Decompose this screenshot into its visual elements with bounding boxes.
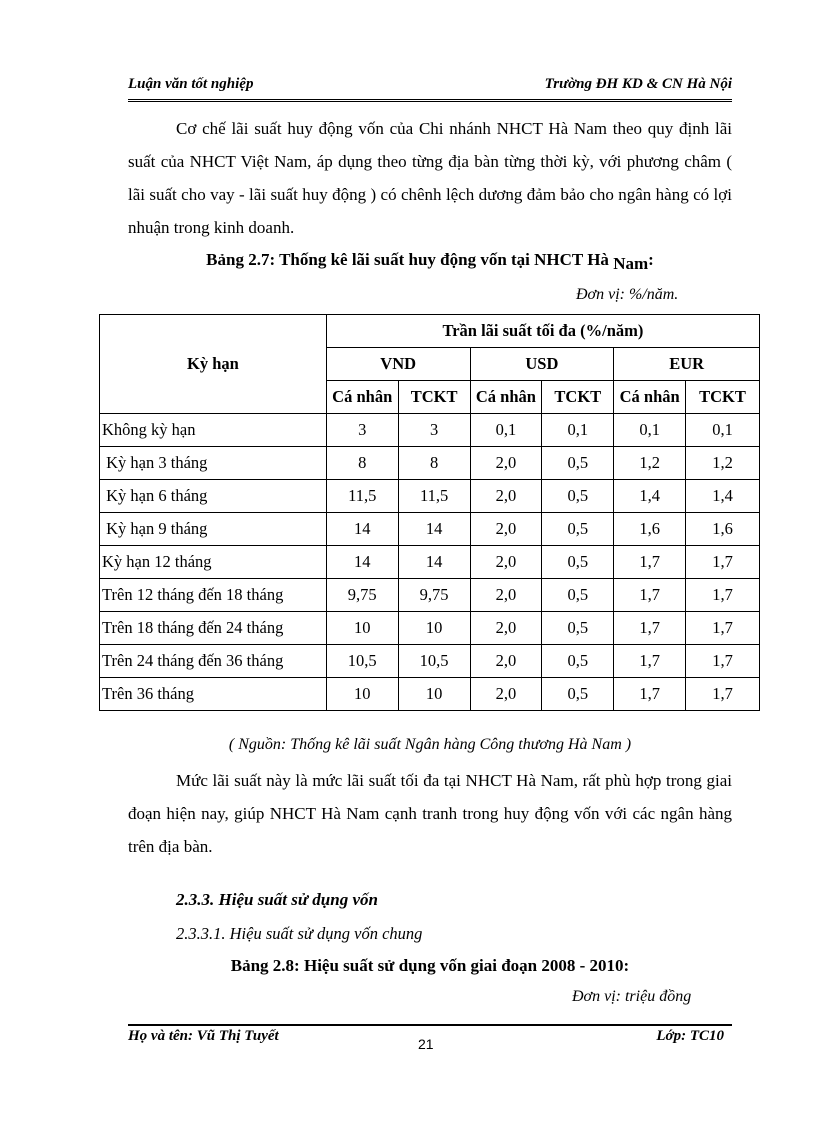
paragraph-interest-mechanism: Cơ chế lãi suất huy động vốn của Chi nhánh NHCT Hà Nam theo quy định lãi suất của NHCT Việt Nam, áp dụng theo từng địa bàn từng thời kỳ, với phương châm ( lãi suất cho vay - lãi suất huy động ) có chênh lệch dương đảm bảo cho ngân hàng có lợi nhuận trong kinh doanh. [128, 119, 732, 237]
rate-cell: 10 [398, 612, 470, 645]
rate-cell: 1,7 [686, 645, 760, 678]
term-cell: Kỳ hạn 3 tháng [100, 447, 327, 480]
currency-header-eur: EUR [614, 348, 760, 381]
term-cell: Kỳ hạn 6 tháng [100, 480, 327, 513]
rate-cell: 10 [326, 612, 398, 645]
rate-cell: 0,5 [542, 678, 614, 711]
rate-cell: 10 [326, 678, 398, 711]
rate-cell: 0,5 [542, 546, 614, 579]
rate-cell: 1,7 [614, 579, 686, 612]
rate-cell: 1,4 [686, 480, 760, 513]
rate-cell: 2,0 [470, 447, 542, 480]
header-divider [128, 99, 732, 102]
rate-cell: 2,0 [470, 480, 542, 513]
rate-cell: 1,7 [614, 612, 686, 645]
customer-type-header: TCKT [542, 381, 614, 414]
rate-cell: 0,5 [542, 447, 614, 480]
table-row [100, 480, 760, 513]
customer-type-header: Cá nhân [614, 381, 686, 414]
ceiling-rate-header: Trần lãi suất tối đa (%/năm) [326, 315, 759, 348]
rate-cell: 9,75 [398, 579, 470, 612]
rate-cell: 0,1 [686, 414, 760, 447]
rate-cell: 14 [398, 546, 470, 579]
table-2-7-caption-main: Bảng 2.7: Thống kê lãi suất huy động vốn tại NHCT Hà [206, 250, 609, 269]
rate-cell: 3 [398, 414, 470, 447]
rate-cell: 0,5 [542, 480, 614, 513]
rate-cell: 2,0 [470, 612, 542, 645]
rate-cell: 10,5 [398, 645, 470, 678]
page-footer [128, 1028, 732, 1050]
rate-cell: 1,7 [686, 678, 760, 711]
customer-type-header: Cá nhân [326, 381, 398, 414]
rate-cell: 1,7 [686, 612, 760, 645]
table-2-8-caption: Bảng 2.8: Hiệu suất sử dụng vốn giai đoạn 2008 - 2010: [230, 956, 630, 975]
rate-cell: 1,6 [686, 513, 760, 546]
rate-cell: 8 [326, 447, 398, 480]
table-2-7-caption-colon: : [648, 250, 654, 269]
footer-author: Họ và tên: Vũ Thị Tuyết [128, 1028, 279, 1044]
section-heading-2-3-3-1: 2.3.3.1. Hiệu suất sử dụng vốn chung [176, 924, 423, 943]
rate-cell: 0,1 [614, 414, 686, 447]
rate-cell: 10,5 [326, 645, 398, 678]
customer-type-header: TCKT [686, 381, 760, 414]
rate-cell: 11,5 [398, 480, 470, 513]
table-row [100, 447, 760, 480]
rate-cell: 14 [326, 546, 398, 579]
rate-cell: 2,0 [470, 678, 542, 711]
rate-cell: 2,0 [470, 546, 542, 579]
table-row [100, 579, 760, 612]
rate-cell: 2,0 [470, 513, 542, 546]
page-number: 21 [418, 1036, 434, 1052]
rate-cell: 1,2 [686, 447, 760, 480]
rate-cell: 1,6 [614, 513, 686, 546]
table-2-7-unit: Đơn vị: %/năm. [576, 286, 679, 303]
rate-cell: 0,5 [542, 513, 614, 546]
rate-cell: 1,7 [686, 579, 760, 612]
table-row [100, 414, 760, 447]
rate-cell: 1,7 [614, 678, 686, 711]
header-university: Trường ĐH KD & CN Hà Nội [544, 76, 732, 92]
header-thesis-title: Luận văn tốt nghiệp [128, 76, 254, 92]
term-cell: Trên 24 tháng đến 36 tháng [100, 645, 327, 678]
term-cell: Kỳ hạn 9 tháng [100, 513, 327, 546]
rate-cell: 11,5 [326, 480, 398, 513]
section-heading-2-3-3: 2.3.3. Hiệu suất sử dụng vốn [176, 890, 378, 909]
rate-cell: 1,2 [614, 447, 686, 480]
rate-cell: 0,5 [542, 645, 614, 678]
rate-cell: 9,75 [326, 579, 398, 612]
currency-header-vnd: VND [326, 348, 470, 381]
term-cell: Trên 36 tháng [100, 678, 327, 711]
rate-cell: 3 [326, 414, 398, 447]
rate-cell: 0,1 [542, 414, 614, 447]
table-2-7-source: ( Nguồn: Thống kê lãi suất Ngân hàng Công thương Hà Nam ) [228, 736, 632, 753]
term-cell: Không kỳ hạn [100, 414, 327, 447]
currency-header-usd: USD [470, 348, 614, 381]
table-row [100, 546, 760, 579]
rate-cell: 14 [326, 513, 398, 546]
paragraph-rate-conclusion: Mức lãi suất này là mức lãi suất tối đa tại NHCT Hà Nam, rất phù hợp trong giai đoạn hiện nay, giúp NHCT Hà Nam cạnh tranh trong huy động vốn với các ngân hàng trên địa bàn. [128, 771, 732, 856]
rate-cell: 0,1 [470, 414, 542, 447]
rate-cell: 2,0 [470, 645, 542, 678]
term-cell: Kỳ hạn 12 tháng [100, 546, 327, 579]
rate-cell: 10 [398, 678, 470, 711]
rate-cell: 0,5 [542, 612, 614, 645]
rate-cell: 1,7 [614, 645, 686, 678]
customer-type-header: TCKT [398, 381, 470, 414]
interest-rate-table [99, 314, 760, 711]
footer-divider [128, 1024, 732, 1026]
term-cell: Trên 18 tháng đến 24 tháng [100, 612, 327, 645]
rate-cell: 1,7 [614, 546, 686, 579]
rate-cell: 0,5 [542, 579, 614, 612]
table-row [100, 513, 760, 546]
table-2-7-caption [128, 250, 732, 273]
table-row [100, 645, 760, 678]
customer-type-header: Cá nhân [470, 381, 542, 414]
rate-cell: 14 [398, 513, 470, 546]
page-header [128, 76, 732, 96]
footer-class: Lớp: TC10 [656, 1028, 724, 1044]
term-column-header: Kỳ hạn [100, 315, 327, 414]
table-row [100, 612, 760, 645]
term-cell: Trên 12 tháng đến 18 tháng [100, 579, 327, 612]
rate-cell: 8 [398, 447, 470, 480]
rate-cell: 2,0 [470, 579, 542, 612]
table-2-8-unit: Đơn vị: triệu đồng [572, 988, 692, 1005]
table-row [100, 678, 760, 711]
table-2-7-caption-tail: Nam [613, 254, 649, 273]
rate-cell: 1,4 [614, 480, 686, 513]
rate-cell: 1,7 [686, 546, 760, 579]
